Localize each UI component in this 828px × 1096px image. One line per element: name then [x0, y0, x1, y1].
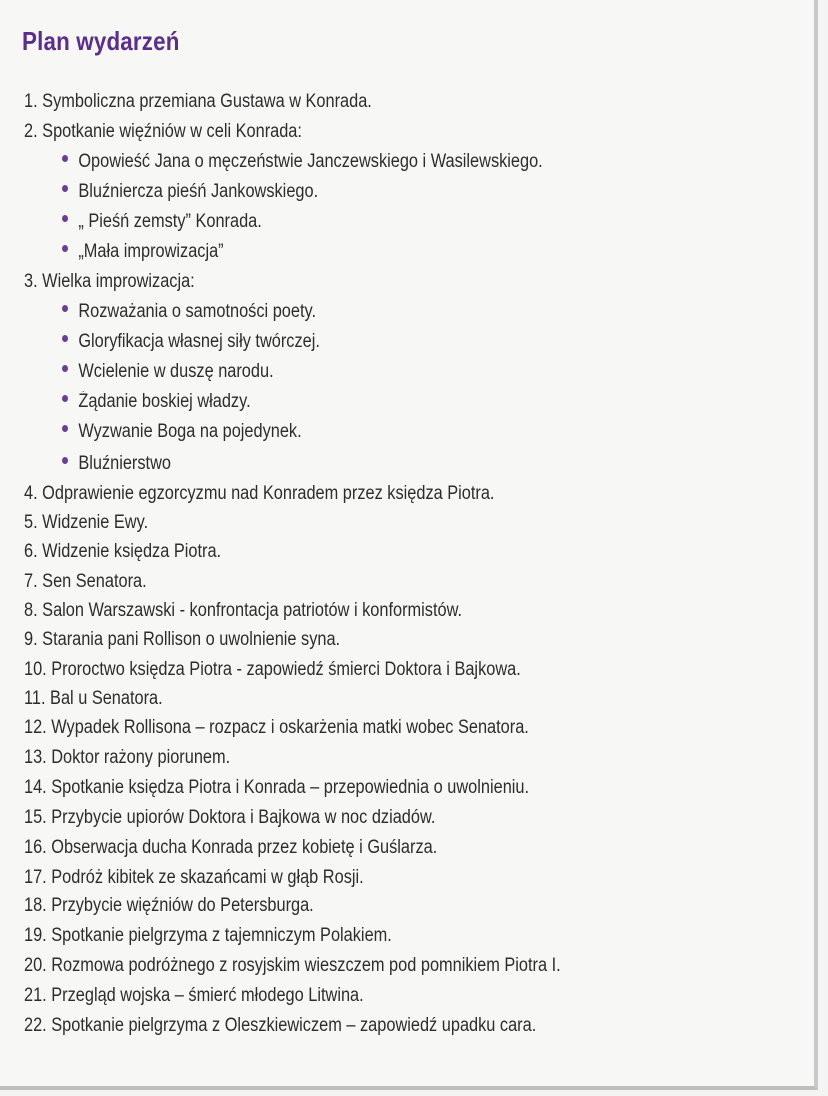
list-item: 2. Spotkanie więźniów w celi Konrada:	[24, 121, 302, 142]
list-item: 9. Starania pani Rollison o uwolnienie syna.	[24, 629, 341, 650]
list-item: Bluźniercza pieśń Jankowskiego.	[62, 180, 318, 204]
list-item: 19. Spotkanie pielgrzyma z tajemniczym Polakiem.	[24, 925, 392, 946]
list-item: 21. Przegląd wojska – śmierć młodego Litwina.	[24, 985, 364, 1006]
list-item: Rozważania o samotności poety.	[62, 300, 316, 324]
bullet-icon	[62, 395, 68, 402]
bullet-icon	[62, 365, 68, 372]
list-item: 8. Salon Warszawski - konfrontacja patriotów i konformistów.	[24, 600, 463, 621]
list-item: 14. Spotkanie księdza Piotra i Konrada – przepowiednia o uwolnieniu.	[24, 777, 530, 798]
list-item: Opowieść Jana o męczeństwie Janczewskiego i Wasilewskiego.	[62, 150, 543, 174]
list-item: Gloryfikacja własnej siły twórczej.	[62, 330, 320, 354]
bullet-icon	[62, 155, 68, 162]
list-item: Żądanie boskiej władzy.	[62, 390, 251, 414]
list-item: Wyzwanie Boga na pojedynek.	[62, 420, 302, 444]
list-item: 15. Przybycie upiorów Doktora i Bajkowa w noc dziadów.	[24, 807, 436, 828]
bullet-icon	[62, 425, 68, 432]
list-item: 18. Przybycie więźniów do Petersburga.	[24, 895, 314, 916]
list-item: „ Pieśń zemsty” Konrada.	[62, 210, 262, 234]
list-item: Bluźnierstwo	[62, 452, 171, 476]
list-item: 1. Symboliczna przemiana Gustawa w Konrada.	[24, 91, 372, 112]
list-item: 13. Doktor rażony piorunem.	[24, 747, 231, 768]
bullet-icon	[62, 305, 68, 312]
bullet-icon	[62, 215, 68, 222]
list-item: 3. Wielka improwizacja:	[24, 271, 195, 292]
list-item: 10. Proroctwo księdza Piotra - zapowiedź śmierci Doktora i Bajkowa.	[24, 659, 521, 680]
bullet-icon	[62, 185, 68, 192]
list-item: Wcielenie w duszę narodu.	[62, 360, 274, 384]
list-item: 12. Wypadek Rollisona – rozpacz i oskarżenia matki wobec Senatora.	[24, 717, 529, 738]
list-item: 6. Widzenie księdza Piotra.	[24, 541, 222, 562]
list-item: 22. Spotkanie pielgrzyma z Oleszkiewiczem – zapowiedź upadku cara.	[24, 1015, 537, 1036]
bullet-icon	[62, 335, 68, 342]
list-item: 7. Sen Senatora.	[24, 571, 147, 592]
bullet-icon	[62, 457, 68, 464]
list-item: „Mała improwizacja”	[62, 240, 224, 264]
list-item: 16. Obserwacja ducha Konrada przez kobietę i Guślarza.	[24, 837, 438, 858]
list-item: 11. Bal u Senatora.	[24, 688, 163, 709]
list-item: 17. Podróż kibitek ze skazańcami w głąb Rosji.	[24, 867, 364, 888]
list-item: 20. Rozmowa podróżnego z rosyjskim wieszczem pod pomnikiem Piotra I.	[24, 955, 561, 976]
bullet-icon	[62, 245, 68, 252]
list-item: 5. Widzenie Ewy.	[24, 512, 149, 533]
list-item: 4. Odprawienie egzorcyzmu nad Konradem przez księdza Piotra.	[24, 483, 495, 504]
page-title: Plan wydarzeń	[22, 26, 180, 56]
